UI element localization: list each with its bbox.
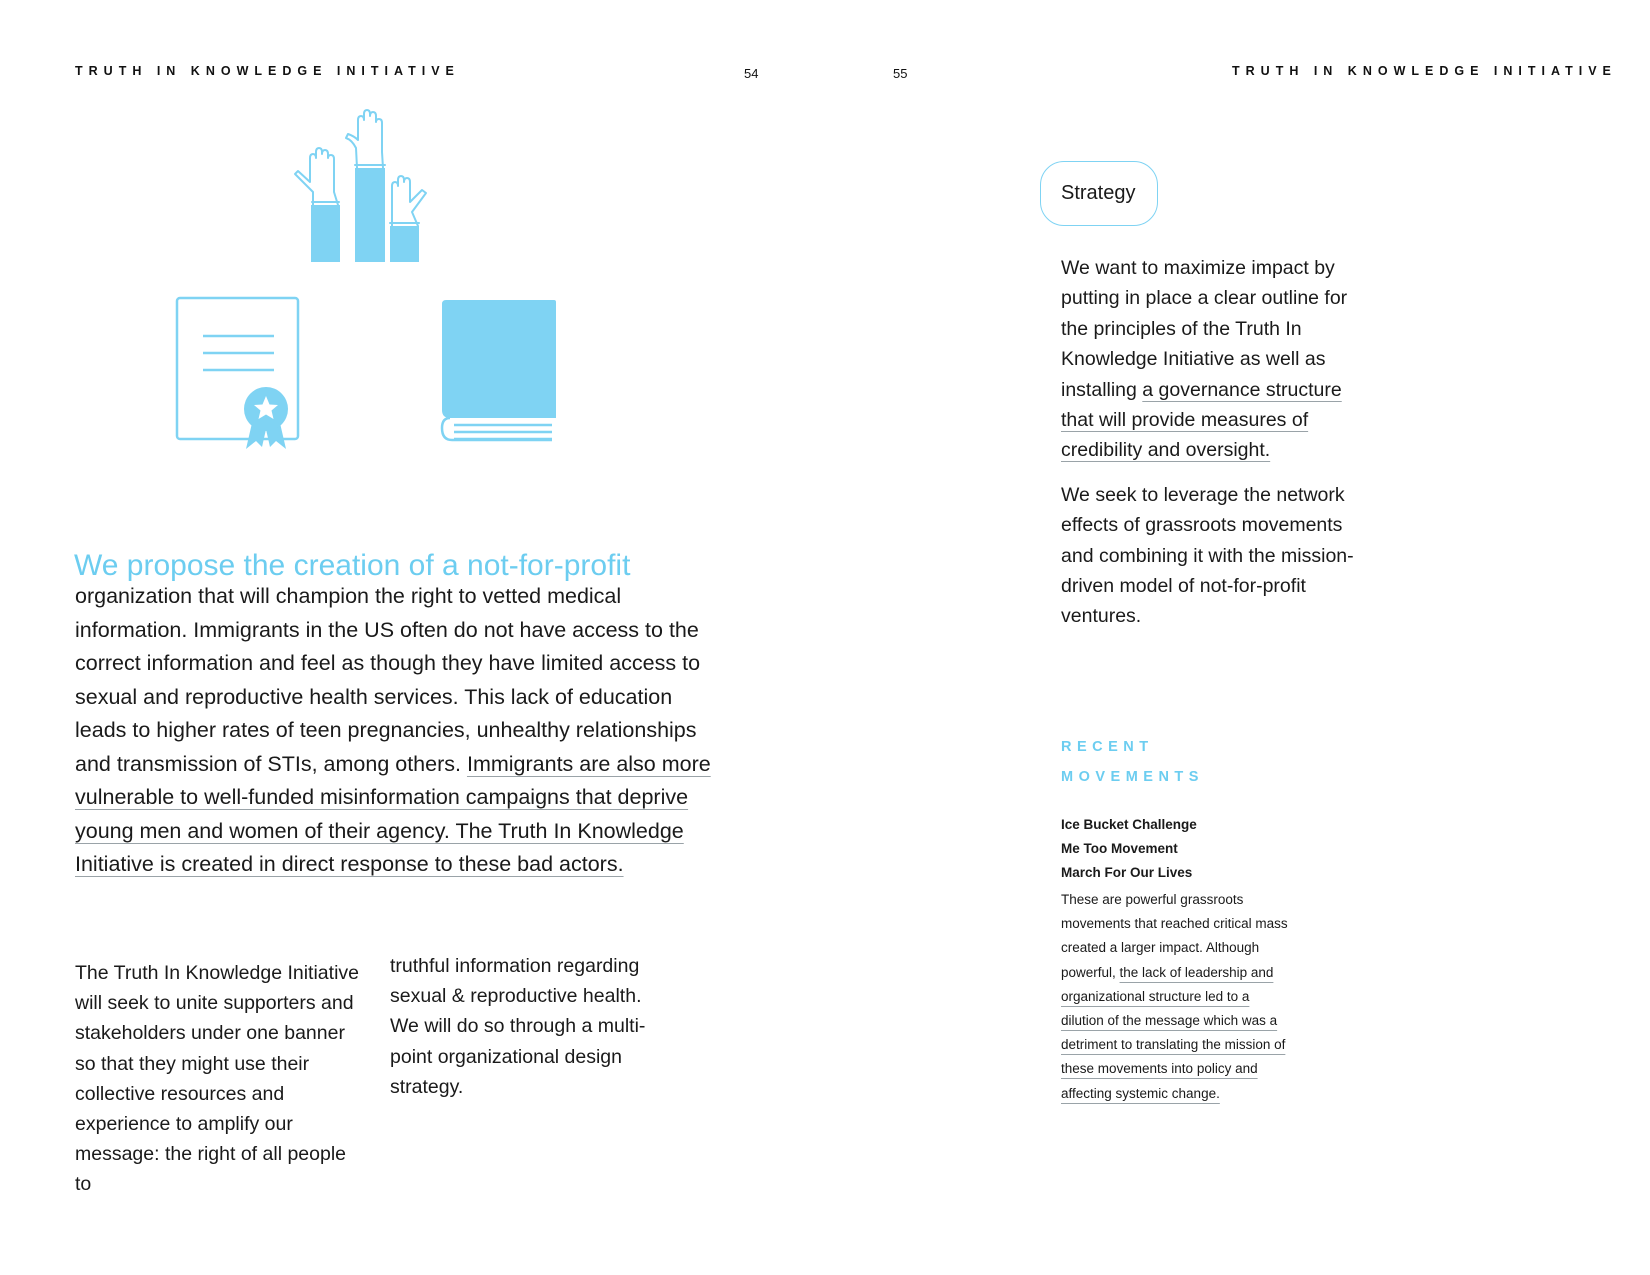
strategy-paragraph-2: We seek to leverage the network effects of grassroots movements and combining it with the mission-driven model of not-for-profit ventures.: [1061, 483, 1354, 628]
lead-highlight: We propose the creation of a not-for-profit: [74, 549, 631, 582]
raised-hands-bar-icon: [290, 110, 440, 265]
movements-list: [1061, 813, 1301, 885]
body-column-left: The Truth In Knowledge Initiative will seek to unite supporters and stakeholders under one banner so that they might use their collective resources and experience to amplify our message: the right of all people to: [75, 962, 359, 1196]
movement-item: March For Our Lives: [1061, 865, 1193, 880]
page-number-right: 55: [893, 66, 908, 81]
movements-description: [1061, 888, 1291, 1106]
certificate-icon: [176, 297, 306, 452]
strategy-label: Strategy: [1040, 161, 1158, 226]
lead-plain-text: organization that will champion the right to vetted medical information. Immigrants in the US often do not have access to the correct information and feel as though they have limited access to sexual and reproductive health services. This lack of education leads to higher rates of teen pregnancies, unhealthy relationships and transmission of STIs, among others.: [75, 584, 701, 776]
movements-text-plain: These are powerful grassroots movements that reached critical mass created a larger impact. Although powerful,: [1061, 892, 1288, 980]
strategy-p1-underlined: a governance structure that will provide measures of credibility and oversight.: [1061, 378, 1342, 462]
lead-paragraph: [75, 546, 715, 882]
recent-movements-line-1: RECENT: [1061, 739, 1154, 755]
lead-underlined-text: Immigrants are also more vulnerable to well-funded misinformation campaigns that deprive young men and women of their agency. The Truth In Knowledge Initiative is created in direct response to these bad actors.: [75, 751, 711, 876]
running-head-right: TRUTH IN KNOWLEDGE INITIATIVE: [1232, 64, 1617, 78]
movement-item: Me Too Movement: [1061, 841, 1178, 856]
recent-movements-line-2: MOVEMENTS: [1061, 769, 1204, 785]
book-icon: [440, 300, 560, 448]
strategy-p1-plain: We want to maximize impact by putting in place a clear outline for the principles of the Truth In Knowledge Initiative as well as installing: [1061, 257, 1348, 401]
movements-text-underlined: the lack of leadership and organizational structure led to a dilution of the message which was a detriment to translating the mission of these movements into policy and affecting systemic change.: [1061, 964, 1286, 1101]
movement-item: Ice Bucket Challenge: [1061, 817, 1197, 832]
strategy-text: [1061, 253, 1371, 646]
recent-movements-heading: [1061, 732, 1261, 792]
running-head-left: TRUTH IN KNOWLEDGE INITIATIVE: [75, 64, 460, 78]
page-number-left: 54: [744, 66, 759, 81]
body-column-right: truthful information regarding sexual & reproductive health. We will do so through a multi-point organizational design strategy.: [390, 955, 646, 1098]
strategy-paragraph-1: [1061, 253, 1371, 466]
